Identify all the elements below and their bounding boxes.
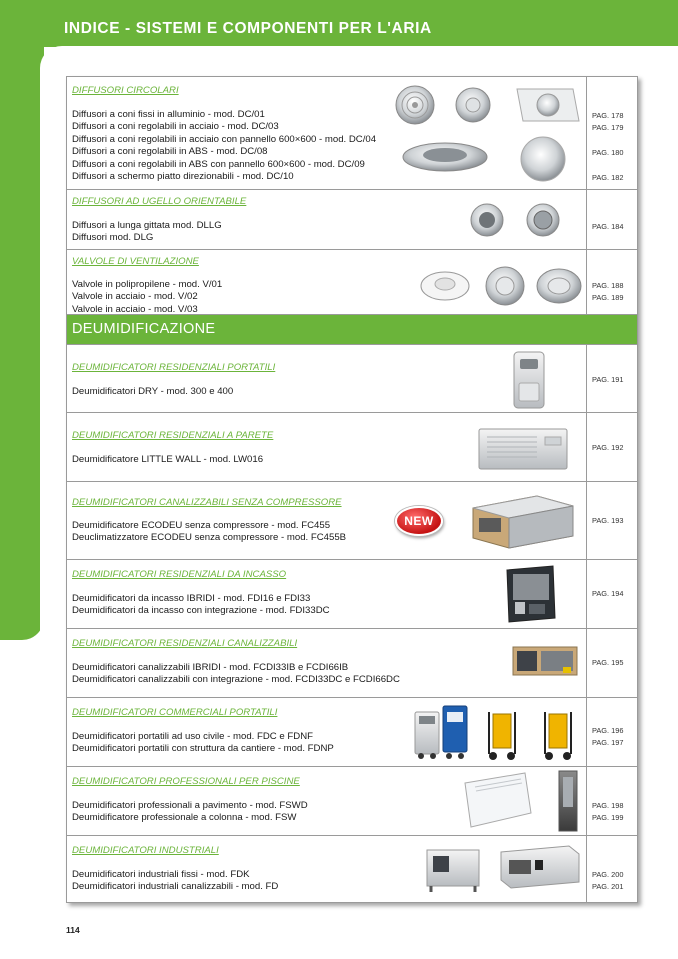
page-ref[interactable]: PAG. 195 bbox=[592, 658, 624, 667]
list-item: Deumidificatori da incasso con integrazione - mod. FDI33DC bbox=[72, 605, 330, 617]
column-divider bbox=[586, 345, 587, 412]
page-number: 114 bbox=[66, 925, 80, 935]
list-item: Deumidificatori industriali canalizzabili - mod. FD bbox=[72, 881, 279, 893]
section-title[interactable]: DIFFUSORI AD UGELLO ORIENTABILE bbox=[72, 196, 247, 207]
column-divider bbox=[586, 77, 587, 189]
section-lines bbox=[72, 454, 263, 466]
section-lines bbox=[72, 731, 334, 756]
list-item: Deumidificatori DRY - mod. 300 e 400 bbox=[72, 386, 234, 397]
list-item: Diffusori a coni regolabili in ABS - mod. DC/08 bbox=[72, 146, 268, 158]
list-item: Diffusori mod. DLG bbox=[72, 232, 154, 244]
column-divider bbox=[586, 629, 587, 697]
list-item: Diffusori a coni regolabili in acciaio - mod. DC/03 bbox=[72, 121, 279, 133]
page-ref[interactable]: PAG. 178 bbox=[592, 111, 624, 120]
column-divider bbox=[586, 560, 587, 628]
section-lines bbox=[72, 279, 222, 316]
list-item: Valvole in polipropilene - mod. V/01 bbox=[72, 279, 223, 290]
column-divider bbox=[586, 698, 587, 766]
section-diffusori-ugello bbox=[67, 190, 637, 250]
section-valvole bbox=[67, 250, 637, 315]
section-band-deumidificazione bbox=[67, 315, 637, 345]
column-divider bbox=[586, 250, 587, 314]
section-title[interactable]: DEUMIDIFICATORI PROFESSIONALI PER PISCINE bbox=[72, 776, 300, 787]
page-ref[interactable]: PAG. 191 bbox=[592, 375, 624, 384]
section-lines bbox=[72, 520, 346, 545]
page-ref[interactable]: PAG. 199 bbox=[592, 813, 624, 822]
page-ref[interactable]: PAG. 201 bbox=[592, 882, 624, 891]
section-piscine bbox=[67, 767, 637, 836]
section-lines bbox=[72, 220, 222, 245]
section-lines bbox=[72, 593, 330, 618]
list-item: Diffusori a coni regolabili in ABS con pannello 600×600 - mod. DC/09 bbox=[72, 158, 365, 170]
section-res-portatili bbox=[67, 345, 637, 413]
page-title: INDICE - SISTEMI E COMPONENTI PER L'ARIA bbox=[64, 20, 432, 37]
section-title[interactable]: DEUMIDIFICATORI RESIDENZIALI PORTATILI bbox=[72, 362, 276, 373]
page-ref[interactable]: PAG. 193 bbox=[592, 516, 624, 525]
page-ref[interactable]: PAG. 196 bbox=[592, 726, 624, 735]
portable-dehumidifier-image bbox=[510, 349, 550, 411]
circular-diffusers-image bbox=[385, 81, 585, 187]
list-item: Deumidificatori professionali a pavimento - mod. FSWD bbox=[72, 800, 308, 811]
column-divider bbox=[586, 836, 587, 902]
nozzle-diffusers-image bbox=[465, 200, 565, 240]
list-item: Valvole in acciaio - mod. V/02 bbox=[72, 291, 198, 303]
section-lines bbox=[72, 662, 400, 687]
list-item: Diffusori a schermo piatto direzionabili - mod. DC/10 bbox=[72, 171, 294, 183]
section-lines bbox=[72, 109, 376, 183]
list-item: Deumidificatori portatili ad uso civile - mod. FDC e FDNF bbox=[72, 731, 313, 742]
page-header bbox=[0, 0, 678, 47]
ducted-residential-dehumidifier-image bbox=[511, 641, 579, 681]
page-ref[interactable]: PAG. 179 bbox=[592, 123, 624, 132]
list-item: Diffusori a coni regolabili in acciaio con pannello 600×600 - mod. DC/04 bbox=[72, 133, 377, 145]
column-divider bbox=[586, 767, 587, 835]
list-item: Valvole in acciaio - mod. V/03 bbox=[72, 303, 198, 315]
ventilation-valves-image bbox=[419, 264, 585, 308]
section-title[interactable]: DEUMIDIFICATORI RESIDENZIALI DA INCASSO bbox=[72, 569, 287, 580]
section-title[interactable]: DIFFUSORI CIRCOLARI bbox=[72, 85, 179, 96]
section-diffusori-circolari bbox=[67, 77, 637, 190]
green-side-band bbox=[0, 0, 44, 640]
page-ref[interactable]: PAG. 192 bbox=[592, 443, 624, 452]
section-title[interactable]: VALVOLE DI VENTILAZIONE bbox=[72, 256, 199, 267]
built-in-dehumidifier-image bbox=[503, 564, 559, 624]
section-canalizzabili-senza bbox=[67, 482, 637, 560]
section-res-parete bbox=[67, 413, 637, 482]
pool-dehumidifiers-image bbox=[461, 769, 583, 833]
page-ref[interactable]: PAG. 198 bbox=[592, 801, 624, 810]
list-item: Diffusori a coni fissi in alluminio - mod. DC/01 bbox=[72, 109, 265, 120]
section-title[interactable]: DEUMIDIFICATORI CANALIZZABILI SENZA COMPRESSORE bbox=[72, 497, 342, 508]
section-lines bbox=[72, 869, 278, 894]
list-item: Deumidificatori canalizzabili con integrazione - mod. FCDI33DC e FCDI66DC bbox=[72, 674, 400, 686]
section-title[interactable]: DEUMIDIFICATORI INDUSTRIALI bbox=[72, 845, 219, 856]
section-title[interactable]: DEUMIDIFICATORI COMMERCIALI PORTATILI bbox=[72, 707, 278, 718]
section-industriali bbox=[67, 836, 637, 902]
page-ref[interactable]: PAG. 180 bbox=[592, 148, 624, 157]
section-lines bbox=[72, 386, 233, 398]
list-item: Deumidificatori canalizzabili IBRIDI - mod. FCDI33IB e FCDI66IB bbox=[72, 662, 349, 673]
section-title[interactable]: DEUMIDIFICATORI RESIDENZIALI CANALIZZABILI bbox=[72, 638, 298, 649]
new-badge: NEW bbox=[395, 506, 443, 536]
list-item: Deumidificatori portatili con struttura da cantiere - mod. FDNP bbox=[72, 743, 334, 755]
wall-dehumidifier-image bbox=[477, 425, 573, 473]
column-divider bbox=[586, 413, 587, 481]
list-item: Diffusori a lunga gittata mod. DLLG bbox=[72, 220, 222, 231]
index-table bbox=[66, 76, 638, 903]
list-item: Deumidificatore professionale a colonna - mod. FSW bbox=[72, 812, 297, 824]
section-lines bbox=[72, 800, 308, 825]
ducted-dehumidifier-image bbox=[467, 490, 579, 552]
page-ref[interactable]: PAG. 184 bbox=[592, 222, 624, 231]
section-commerciali bbox=[67, 698, 637, 767]
section-res-incasso bbox=[67, 560, 637, 629]
list-item: Deumidificatori industriali fissi - mod. FDK bbox=[72, 869, 250, 880]
page-ref[interactable]: PAG. 197 bbox=[592, 738, 624, 747]
commercial-portable-dehumidifiers-image bbox=[411, 702, 583, 764]
page-ref[interactable]: PAG. 200 bbox=[592, 870, 624, 879]
page-ref[interactable]: PAG. 182 bbox=[592, 173, 624, 182]
industrial-dehumidifiers-image bbox=[423, 842, 583, 894]
page-ref[interactable]: PAG. 188 bbox=[592, 281, 624, 290]
section-res-canalizzabili bbox=[67, 629, 637, 698]
section-title[interactable]: DEUMIDIFICATORI RESIDENZIALI A PARETE bbox=[72, 430, 274, 441]
list-item: Deumidificatore LITTLE WALL - mod. LW016 bbox=[72, 454, 264, 465]
list-item: Deuclimatizzatore ECODEU senza compressore - mod. FC455B bbox=[72, 532, 347, 544]
column-divider bbox=[586, 482, 587, 559]
column-divider bbox=[586, 190, 587, 249]
page-ref[interactable]: PAG. 194 bbox=[592, 589, 624, 598]
band-title: DEUMIDIFICAZIONE bbox=[72, 321, 216, 337]
list-item: Deumidificatore ECODEU senza compressore - mod. FC455 bbox=[72, 520, 331, 531]
page-ref[interactable]: PAG. 189 bbox=[592, 293, 624, 302]
list-item: Deumidificatori da incasso IBRIDI - mod. FDI16 e FDI33 bbox=[72, 593, 311, 604]
